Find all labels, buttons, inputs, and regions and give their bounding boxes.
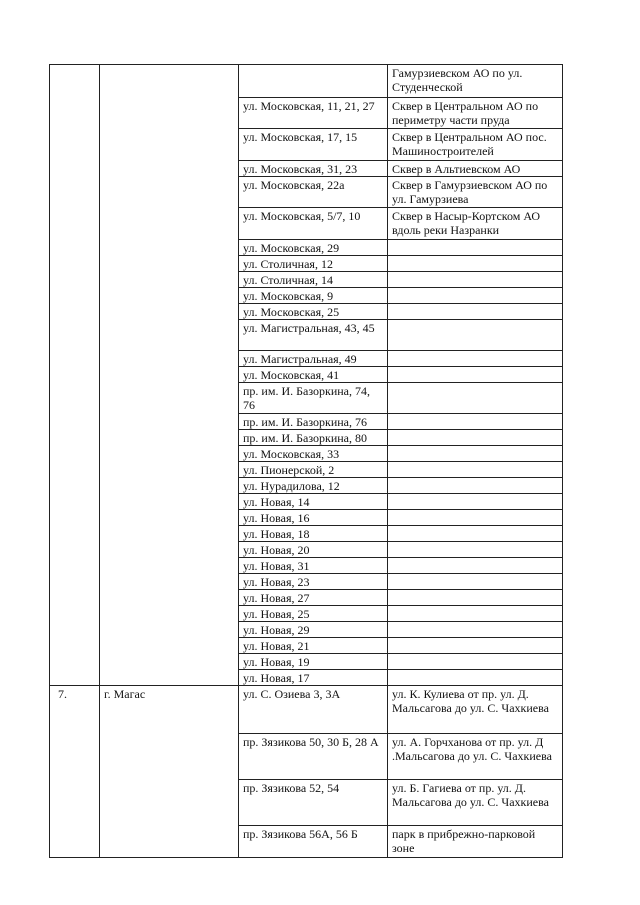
address-cell: ул. Московская, 33 — [239, 446, 388, 462]
address-cell: ул. Московская, 11, 21, 27 — [239, 98, 388, 129]
address-cell: ул. Московская, 5/7, 10 — [239, 208, 388, 240]
place-cell: ул. Б. Гагиева от пр. ул. Д. Мальсагова до ул. С. Чахкиева — [388, 780, 563, 826]
address-cell: ул. Новая, 31 — [239, 558, 388, 574]
table-row — [50, 686, 563, 734]
place-cell: ул. А. Горчханова от пр. ул. Д .Мальсагова до ул. С. Чахкиева — [388, 734, 563, 780]
address-cell: пр. им. И. Базоркина, 76 — [239, 414, 388, 430]
address-cell: пр. Зязикова 56А, 56 Б — [239, 826, 388, 858]
address-cell: ул. Нурадилова, 12 — [239, 478, 388, 494]
place-cell — [388, 542, 563, 558]
table-body — [50, 65, 563, 858]
address-cell: ул. Новая, 19 — [239, 654, 388, 670]
place-cell: Сквер в Альтиевском АО — [388, 161, 563, 177]
place-cell: Гамурзиевском АО по ул. Студенческой — [388, 65, 563, 98]
address-cell: ул. Московская, 29 — [239, 240, 388, 256]
section-number: 7. — [50, 686, 100, 858]
address-cell: ул. Пионерской, 2 — [239, 462, 388, 478]
place-cell — [388, 478, 563, 494]
address-cell: ул. Новая, 23 — [239, 574, 388, 590]
address-cell: ул. Московская, 41 — [239, 367, 388, 383]
address-cell: пр. Зязикова 50, 30 Б, 28 А — [239, 734, 388, 780]
place-cell — [388, 304, 563, 320]
place-cell — [388, 670, 563, 686]
city-cell — [100, 65, 239, 686]
place-cell: парк в прибрежно-парковой зоне — [388, 826, 563, 858]
address-cell: пр. им. И. Базоркина, 80 — [239, 430, 388, 446]
address-cell: ул. Новая, 29 — [239, 622, 388, 638]
place-cell: Сквер в Гамурзиевском АО по ул. Гамурзиева — [388, 177, 563, 208]
address-cell: ул. Московская, 25 — [239, 304, 388, 320]
address-cell: ул. Новая, 27 — [239, 590, 388, 606]
place-cell — [388, 414, 563, 430]
place-cell — [388, 526, 563, 542]
address-cell: ул. Новая, 21 — [239, 638, 388, 654]
place-cell — [388, 558, 563, 574]
city-name: г. Магас — [100, 686, 239, 858]
place-cell — [388, 510, 563, 526]
address-cell: ул. Московская, 17, 15 — [239, 129, 388, 161]
place-cell: ул. К. Кулиева от пр. ул. Д. Мальсагова до ул. С. Чахкиева — [388, 686, 563, 734]
place-cell — [388, 606, 563, 622]
addresses-table — [49, 64, 563, 858]
place-cell — [388, 351, 563, 367]
address-cell: пр. им. И. Базоркина, 74, 76 — [239, 383, 388, 414]
place-cell — [388, 383, 563, 414]
place-cell — [388, 240, 563, 256]
address-cell: ул. Московская, 22а — [239, 177, 388, 208]
address-cell: ул. Новая, 14 — [239, 494, 388, 510]
place-cell — [388, 638, 563, 654]
place-cell — [388, 272, 563, 288]
place-cell — [388, 320, 563, 351]
address-cell — [239, 65, 388, 98]
place-cell — [388, 446, 563, 462]
place-cell — [388, 622, 563, 638]
place-cell — [388, 288, 563, 304]
address-cell: ул. Новая, 17 — [239, 670, 388, 686]
place-cell — [388, 430, 563, 446]
address-cell: пр. Зязикова 52, 54 — [239, 780, 388, 826]
address-cell: ул. Магистральная, 49 — [239, 351, 388, 367]
place-cell — [388, 256, 563, 272]
place-cell — [388, 462, 563, 478]
number-cell — [50, 65, 100, 686]
place-cell — [388, 494, 563, 510]
address-cell: ул. Новая, 20 — [239, 542, 388, 558]
place-cell — [388, 590, 563, 606]
address-cell: ул. С. Озиева 3, 3А — [239, 686, 388, 734]
address-cell: ул. Столичная, 12 — [239, 256, 388, 272]
table-row — [50, 65, 563, 98]
place-cell: Сквер в Центральном АО по периметру части пруда — [388, 98, 563, 129]
place-cell: Сквер в Насыр-Кортском АО вдоль реки Назранки — [388, 208, 563, 240]
place-cell — [388, 574, 563, 590]
place-cell: Сквер в Центральном АО пос. Машиностроителей — [388, 129, 563, 161]
address-cell: ул. Московская, 31, 23 — [239, 161, 388, 177]
place-cell — [388, 367, 563, 383]
address-cell: ул. Новая, 25 — [239, 606, 388, 622]
address-cell: ул. Новая, 16 — [239, 510, 388, 526]
place-cell — [388, 654, 563, 670]
address-cell: ул. Новая, 18 — [239, 526, 388, 542]
address-cell: ул. Московская, 9 — [239, 288, 388, 304]
address-cell: ул. Магистральная, 43, 45 — [239, 320, 388, 351]
address-cell: ул. Столичная, 14 — [239, 272, 388, 288]
